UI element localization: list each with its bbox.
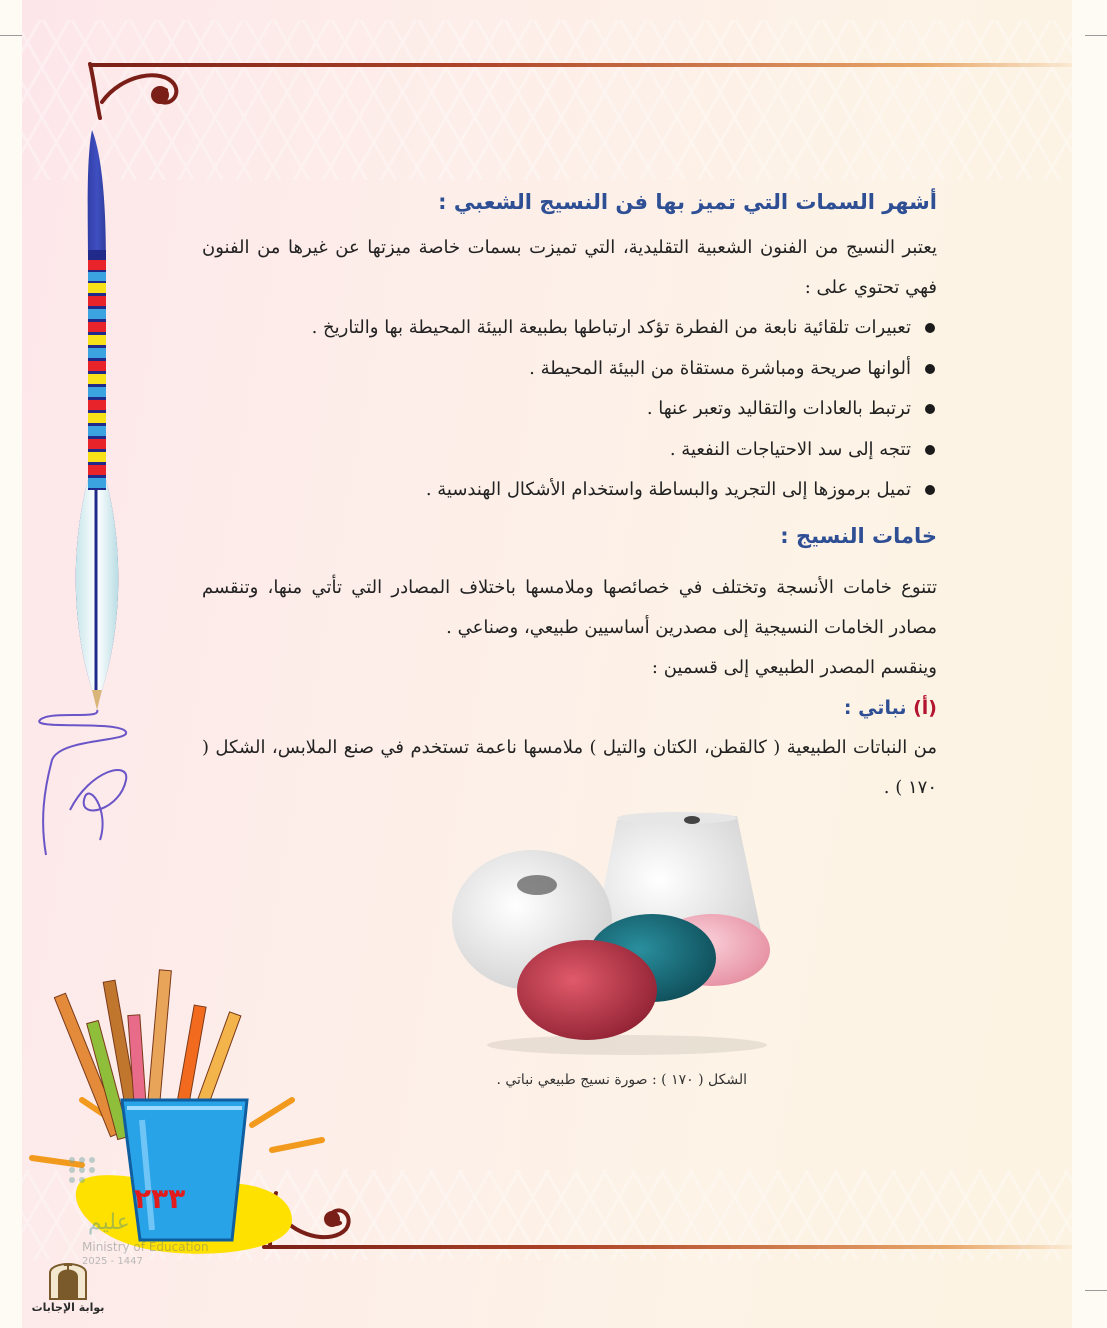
- materials-division: وينقسم المصدر الطبيعي إلى قسمين :: [651, 657, 937, 678]
- weaving-shuttle-illustration: [30, 120, 140, 865]
- figure-caption: الشكل ( ١٧٠ ) : صورة نسيج طبيعي نباتي .: [496, 1072, 747, 1088]
- crop-mark: [1085, 1290, 1107, 1291]
- section-heading-materials: خامات النسيج :: [780, 524, 937, 548]
- site-watermark: بوابة الإجابات: [28, 1255, 108, 1325]
- bullet-icon: [925, 323, 935, 333]
- sub-heading-plant: [202, 688, 937, 728]
- crop-mark: [1085, 35, 1107, 36]
- section-heading-features: أشهر السمات التي تميز بها فن النسيج الشعبي :: [438, 190, 937, 214]
- sub-heading-text: نباتي :: [843, 697, 907, 719]
- bullet-icon: [925, 404, 935, 414]
- yarn-figure: [437, 810, 777, 1060]
- bullet-icon: [925, 445, 935, 455]
- bullet-icon: [925, 485, 935, 495]
- features-body: [202, 228, 937, 511]
- dots-icon: [62, 1150, 122, 1200]
- materials-paragraph: تتنوع خامات الأنسجة وتختلف في خصائصها وملامسها باختلاف المصادر التي تأتي منها، وتنقسم مصادر الخامات النسيجية إلى مصدرين أساسيين طبيعي، وصناعي .: [202, 577, 937, 638]
- plant-materials-paragraph: من النباتات الطبيعية ( كالقطن، الكتان والتيل ) ملامسها ناعمة تستخدم في صنع الملابس، الشكل ( ١٧٠ ) .: [202, 737, 937, 798]
- features-bullet-list: [202, 308, 937, 511]
- gateway-arch-icon: [46, 1255, 90, 1301]
- top-frame-line: [90, 63, 1072, 67]
- bullet-icon: [925, 364, 935, 374]
- bottom-frame-line: [262, 1245, 1072, 1249]
- sub-heading-letter: (أ): [913, 697, 937, 719]
- materials-body: [202, 568, 937, 808]
- crop-mark: [0, 35, 22, 36]
- list-item: ترتبط بالعادات والتقاليد وتعبر عنها .: [202, 389, 937, 430]
- page-number: ٢٣٣: [134, 1182, 186, 1215]
- ministry-logo: عليم Ministry of Education 2025 - 1447: [52, 1150, 232, 1270]
- features-intro: يعتبر النسيج من الفنون الشعبية التقليدية، التي تميزت بسمات خاصة ميزتها عن غيرها من الفنون فهي تحتوي على :: [202, 237, 937, 298]
- textbook-page: [22, 0, 1072, 1328]
- list-item: تعبيرات تلقائية نابعة من الفطرة تؤكد ارتباطها بطبيعة البيئة المحيطة بها والتاريخ .: [202, 308, 937, 349]
- list-item: تميل برموزها إلى التجريد والبساطة واستخدام الأشكال الهندسية .: [202, 470, 937, 511]
- list-item: تتجه إلى سد الاحتياجات النفعية .: [202, 430, 937, 471]
- list-item: ألوانها صريحة ومباشرة مستقاة من البيئة المحيطة .: [202, 349, 937, 390]
